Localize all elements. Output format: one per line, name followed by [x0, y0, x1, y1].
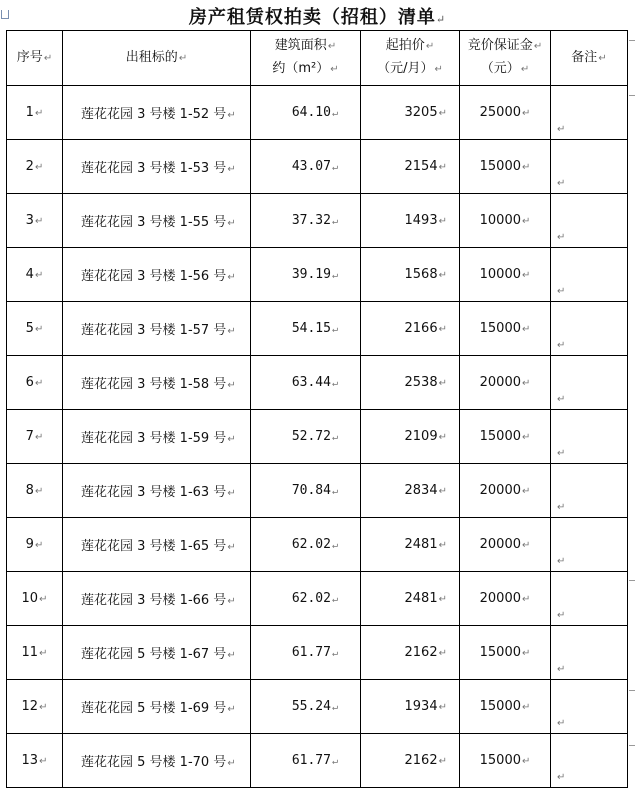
title-text: 房产租赁权拍卖（招租）清单 — [188, 7, 436, 28]
cell-no: 13↵ — [7, 734, 63, 788]
cell-no: 7↵ — [7, 410, 63, 464]
cell-price: 2162↵ — [361, 734, 460, 788]
table-row — [7, 626, 628, 680]
cell-deposit: 15000↵ — [460, 680, 551, 734]
cell-target: 莲花花园 3 号楼 1-55 号↵ — [63, 194, 251, 248]
cell-target: 莲花花园 3 号楼 1-52 号↵ — [63, 86, 251, 140]
cell-area: 54.15↵ — [251, 302, 361, 356]
cell-no: 12↵ — [7, 680, 63, 734]
table-row — [7, 572, 628, 626]
table-header-row — [7, 31, 628, 86]
cell-remark: ↵ — [551, 140, 628, 194]
header-area: 建筑面积↵ 约（m²）↵ — [251, 31, 361, 86]
cell-no: 5↵ — [7, 302, 63, 356]
cell-target: 莲花花园 5 号楼 1-67 号↵ — [63, 626, 251, 680]
cell-target: 莲花花园 5 号楼 1-69 号↵ — [63, 680, 251, 734]
cell-area: 62.02↵ — [251, 572, 361, 626]
cell-no: 4↵ — [7, 248, 63, 302]
table-row — [7, 410, 628, 464]
cell-area: 61.77↵ — [251, 626, 361, 680]
cell-no: 10↵ — [7, 572, 63, 626]
cell-area: 43.07↵ — [251, 140, 361, 194]
cell-remark: ↵ — [551, 302, 628, 356]
cell-no: 2↵ — [7, 140, 63, 194]
cell-remark: ↵ — [551, 248, 628, 302]
cell-deposit: 20000↵ — [460, 464, 551, 518]
header-price: 起拍价↵ （元/月）↵ — [361, 31, 460, 86]
cell-deposit: 15000↵ — [460, 302, 551, 356]
cell-target: 莲花花园 3 号楼 1-56 号↵ — [63, 248, 251, 302]
cell-remark: ↵ — [551, 410, 628, 464]
cell-area: 52.72↵ — [251, 410, 361, 464]
cell-no: 6↵ — [7, 356, 63, 410]
document-title — [0, 6, 635, 32]
cell-remark: ↵ — [551, 86, 628, 140]
cell-remark: ↵ — [551, 572, 628, 626]
row-end-mark — [629, 690, 635, 691]
cell-remark: ↵ — [551, 464, 628, 518]
cell-area: 63.44↵ — [251, 356, 361, 410]
row-end-mark — [629, 580, 635, 581]
cell-remark: ↵ — [551, 518, 628, 572]
row-end-mark — [629, 95, 635, 96]
cell-price: 1568↵ — [361, 248, 460, 302]
cell-deposit: 15000↵ — [460, 734, 551, 788]
table-row — [7, 356, 628, 410]
cell-remark: ↵ — [551, 734, 628, 788]
cell-deposit: 10000↵ — [460, 248, 551, 302]
cell-deposit: 15000↵ — [460, 410, 551, 464]
cell-price: 2166↵ — [361, 302, 460, 356]
cell-target: 莲花花园 3 号楼 1-66 号↵ — [63, 572, 251, 626]
table-body — [7, 86, 628, 788]
table-row — [7, 680, 628, 734]
cell-area: 61.77↵ — [251, 734, 361, 788]
cell-area: 64.10↵ — [251, 86, 361, 140]
cell-remark: ↵ — [551, 356, 628, 410]
cell-deposit: 20000↵ — [460, 518, 551, 572]
row-end-mark — [629, 40, 635, 41]
cell-price: 1934↵ — [361, 680, 460, 734]
cell-remark: ↵ — [551, 194, 628, 248]
cell-no: 3↵ — [7, 194, 63, 248]
cell-target: 莲花花园 5 号楼 1-70 号↵ — [63, 734, 251, 788]
table-row — [7, 518, 628, 572]
cell-target: 莲花花园 3 号楼 1-63 号↵ — [63, 464, 251, 518]
cell-target: 莲花花园 3 号楼 1-57 号↵ — [63, 302, 251, 356]
row-end-mark — [629, 745, 635, 746]
cell-price: 1493↵ — [361, 194, 460, 248]
table-row — [7, 464, 628, 518]
cell-deposit: 25000↵ — [460, 86, 551, 140]
header-deposit: 竞价保证金↵ （元）↵ — [460, 31, 551, 86]
cell-target: 莲花花园 3 号楼 1-59 号↵ — [63, 410, 251, 464]
paragraph-mark: ↵ — [435, 13, 447, 26]
cell-price: 2538↵ — [361, 356, 460, 410]
cell-area: 55.24↵ — [251, 680, 361, 734]
cell-no: 9↵ — [7, 518, 63, 572]
cell-no: 1↵ — [7, 86, 63, 140]
header-target: 出租标的↵ — [63, 31, 251, 86]
cell-deposit: 10000↵ — [460, 194, 551, 248]
cell-target: 莲花花园 3 号楼 1-53 号↵ — [63, 140, 251, 194]
cell-price: 2154↵ — [361, 140, 460, 194]
cell-price: 2109↵ — [361, 410, 460, 464]
cell-area: 37.32↵ — [251, 194, 361, 248]
cell-remark: ↵ — [551, 680, 628, 734]
cell-remark: ↵ — [551, 626, 628, 680]
table-row — [7, 248, 628, 302]
header-remark: 备注↵ — [551, 31, 628, 86]
rental-auction-table — [6, 30, 628, 788]
cell-deposit: 20000↵ — [460, 356, 551, 410]
cell-no: 11↵ — [7, 626, 63, 680]
cell-no: 8↵ — [7, 464, 63, 518]
cell-deposit: 15000↵ — [460, 626, 551, 680]
table-row — [7, 86, 628, 140]
table-row — [7, 734, 628, 788]
cell-deposit: 20000↵ — [460, 572, 551, 626]
cell-target: 莲花花园 3 号楼 1-58 号↵ — [63, 356, 251, 410]
cell-deposit: 15000↵ — [460, 140, 551, 194]
cell-area: 62.02↵ — [251, 518, 361, 572]
cell-area: 70.84↵ — [251, 464, 361, 518]
cell-price: 2481↵ — [361, 572, 460, 626]
table-row — [7, 140, 628, 194]
table-row — [7, 302, 628, 356]
cell-price: 2834↵ — [361, 464, 460, 518]
cell-price: 3205↵ — [361, 86, 460, 140]
cell-target: 莲花花园 3 号楼 1-65 号↵ — [63, 518, 251, 572]
table-row — [7, 194, 628, 248]
cell-price: 2481↵ — [361, 518, 460, 572]
cell-area: 39.19↵ — [251, 248, 361, 302]
cell-price: 2162↵ — [361, 626, 460, 680]
header-no: 序号↵ — [7, 31, 63, 86]
